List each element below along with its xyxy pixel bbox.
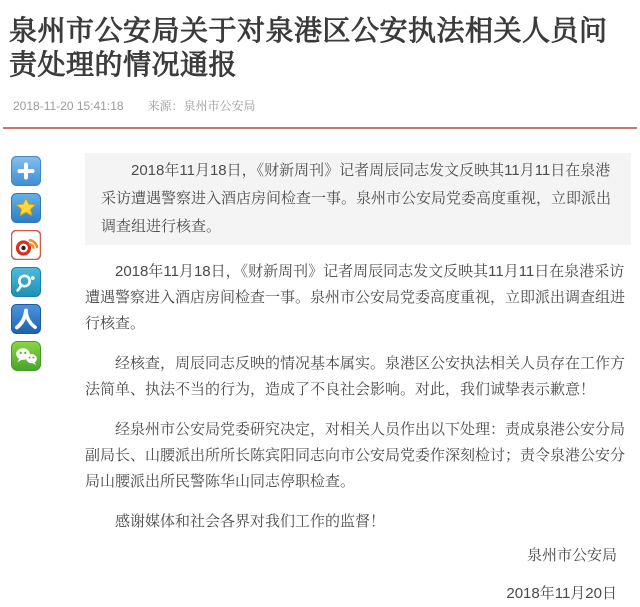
article-title: 泉州市公安局关于对泉港区公安执法相关人员问责处理的情况通报 [9,15,608,80]
share-more-icon [11,156,41,186]
share-more-button[interactable] [11,156,41,186]
sina-weibo-icon [11,230,41,260]
content-area [0,129,640,607]
paragraph-1: 2018年11月18日，《财新周刊》记者周辰同志发文反映其11月11日在泉港采访遭遇警察进入酒店房间检查一事。泉州市公安局党委高度重视，立即派出调查组进行核查。 [85,263,626,332]
summary-box [85,153,631,245]
article-meta [13,97,640,114]
share-qzone-button[interactable] [11,193,41,223]
share-sina-weibo-button[interactable] [11,230,41,260]
share-tencent-weibo-button[interactable] [11,267,41,297]
qzone-icon [11,193,41,223]
share-wechat-button[interactable] [11,341,41,371]
summary-paragraph: 2018年11月18日，《财新周刊》记者周辰同志发文反映其11月11日在泉港采访遭遇警察进入酒店房间检查一事。泉州市公安局党委高度重视，立即派出调查组进行核查。 [101,162,612,235]
article-source: 来源：泉州市公安局 [147,99,256,113]
paragraph-4: 感谢媒体和社会各界对我们工作的监督！ [115,513,386,530]
share-renren-button[interactable] [11,304,41,334]
tencent-weibo-icon [11,267,41,297]
signature: 泉州市公安局 [526,547,617,564]
renren-icon [11,304,41,334]
article-body [85,153,640,607]
signature-date: 2018年11月20日 [506,585,617,602]
share-toolbar [0,153,85,607]
paragraph-2: 经核查，周辰同志反映的情况基本属实。泉港区公安执法相关人员存在工作方法简单、执法不当的行为，造成了不良社会影响。对此，我们诚挚表示歉意！ [85,355,626,398]
publish-time: 2018-11-20 15:41:18 [13,99,124,113]
wechat-icon [11,341,41,371]
paragraph-3: 经泉州市公安局党委研究决定，对相关人员作出以下处理：责成泉港公安分局副局长、山腰派出所所长陈宾阳同志向市公安局党委作深刻检讨；责令泉港公安分局山腰派出所民警陈华山同志停职检查。 [85,421,626,490]
